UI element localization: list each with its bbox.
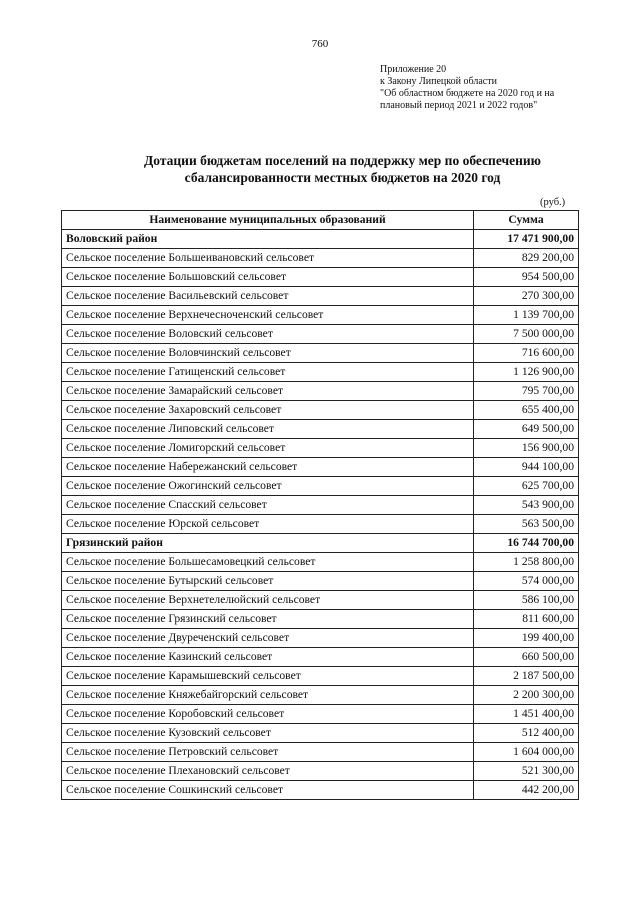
municipality-name: Грязинский район	[62, 534, 474, 553]
municipality-name: Сельское поселение Большовский сельсовет	[62, 268, 474, 287]
table-row	[62, 648, 579, 667]
table-row	[62, 686, 579, 705]
municipality-name: Сельское поселение Васильевский сельсовет	[62, 287, 474, 306]
table-row	[62, 591, 579, 610]
municipality-name: Сельское поселение Гатищенский сельсовет	[62, 363, 474, 382]
municipality-name: Сельское поселение Спасский сельсовет	[62, 496, 474, 515]
units-label: (руб.)	[540, 197, 566, 208]
appendix-line: Приложение 20	[380, 64, 447, 75]
district-row	[62, 534, 579, 553]
amount: 574 000,00	[474, 572, 579, 591]
table-row	[62, 249, 579, 268]
table-row	[62, 705, 579, 724]
amount: 625 700,00	[474, 477, 579, 496]
amount: 716 600,00	[474, 344, 579, 363]
table-row	[62, 420, 579, 439]
municipality-name: Сельское поселение Замарайский сельсовет	[62, 382, 474, 401]
amount: 270 300,00	[474, 287, 579, 306]
amount: 811 600,00	[474, 610, 579, 629]
table-row	[62, 724, 579, 743]
municipality-name: Сельское поселение Воловчинский сельсовет	[62, 344, 474, 363]
table-header-row	[62, 211, 579, 230]
amount: 795 700,00	[474, 382, 579, 401]
municipality-name: Сельское поселение Юрской сельсовет	[62, 515, 474, 534]
municipality-name: Сельское поселение Плехановский сельсовет	[62, 762, 474, 781]
table-row	[62, 610, 579, 629]
table-row	[62, 306, 579, 325]
amount: 2 187 500,00	[474, 667, 579, 686]
title-line: Дотации бюджетам поселений на поддержку мер по обеспечению	[144, 153, 541, 168]
table-row	[62, 515, 579, 534]
amount: 1 258 800,00	[474, 553, 579, 572]
municipality-name: Воловский район	[62, 230, 474, 249]
amount: 442 200,00	[474, 781, 579, 800]
municipality-name: Сельское поселение Казинский сельсовет	[62, 648, 474, 667]
municipality-name: Сельское поселение Ожогинский сельсовет	[62, 477, 474, 496]
municipality-name: Сельское поселение Двуреченский сельсовет	[62, 629, 474, 648]
table-row	[62, 477, 579, 496]
table-row	[62, 268, 579, 287]
amount: 660 500,00	[474, 648, 579, 667]
document-title	[70, 152, 615, 186]
amount: 521 300,00	[474, 762, 579, 781]
budget-table	[61, 210, 579, 800]
municipality-name: Сельское поселение Большесамовецкий сельсовет	[62, 553, 474, 572]
municipality-name: Сельское поселение Верхнетелелюйский сельсовет	[62, 591, 474, 610]
amount: 16 744 700,00	[474, 534, 579, 553]
table-row	[62, 667, 579, 686]
table-row	[62, 762, 579, 781]
municipality-name: Сельское поселение Захаровский сельсовет	[62, 401, 474, 420]
amount: 2 200 300,00	[474, 686, 579, 705]
table-row	[62, 629, 579, 648]
municipality-name: Сельское поселение Большеивановский сельсовет	[62, 249, 474, 268]
amount: 156 900,00	[474, 439, 579, 458]
municipality-name: Сельское поселение Коробовский сельсовет	[62, 705, 474, 724]
table-row	[62, 325, 579, 344]
table-row	[62, 439, 579, 458]
municipality-name: Сельское поселение Воловский сельсовет	[62, 325, 474, 344]
table-row	[62, 781, 579, 800]
municipality-name: Сельское поселение Грязинский сельсовет	[62, 610, 474, 629]
municipality-name: Сельское поселение Набережанский сельсовет	[62, 458, 474, 477]
amount: 199 400,00	[474, 629, 579, 648]
municipality-name: Сельское поселение Сошкинский сельсовет	[62, 781, 474, 800]
amount: 512 400,00	[474, 724, 579, 743]
municipality-name: Сельское поселение Карамышевский сельсовет	[62, 667, 474, 686]
appendix-line: плановый период 2021 и 2022 годов"	[380, 100, 538, 111]
municipality-name: Сельское поселение Липовский сельсовет	[62, 420, 474, 439]
municipality-name: Сельское поселение Кузовский сельсовет	[62, 724, 474, 743]
amount: 1 139 700,00	[474, 306, 579, 325]
table-row	[62, 363, 579, 382]
table-row	[62, 401, 579, 420]
table-row	[62, 344, 579, 363]
municipality-name: Сельское поселение Верхнечесноченский сельсовет	[62, 306, 474, 325]
table-row	[62, 496, 579, 515]
municipality-name: Сельское поселение Петровский сельсовет	[62, 743, 474, 762]
header-name: Наименование муниципальных образований	[62, 211, 474, 230]
amount: 17 471 900,00	[474, 230, 579, 249]
page-number: 760	[311, 38, 329, 50]
amount: 649 500,00	[474, 420, 579, 439]
appendix-note	[380, 64, 630, 112]
amount: 1 451 400,00	[474, 705, 579, 724]
table-body	[62, 230, 579, 800]
title-line: сбалансированности местных бюджетов на 2020 год	[184, 170, 501, 185]
table-row	[62, 572, 579, 591]
header-sum: Сумма	[474, 211, 579, 230]
amount: 586 100,00	[474, 591, 579, 610]
amount: 1 126 900,00	[474, 363, 579, 382]
amount: 829 200,00	[474, 249, 579, 268]
appendix-line: "Об областном бюджете на 2020 год и на	[380, 88, 555, 99]
amount: 1 604 000,00	[474, 743, 579, 762]
municipality-name: Сельское поселение Бутырский сельсовет	[62, 572, 474, 591]
table-row	[62, 287, 579, 306]
amount: 954 500,00	[474, 268, 579, 287]
municipality-name: Сельское поселение Княжебайгорский сельсовет	[62, 686, 474, 705]
municipality-name: Сельское поселение Ломигорский сельсовет	[62, 439, 474, 458]
amount: 563 500,00	[474, 515, 579, 534]
table-row	[62, 553, 579, 572]
table-row	[62, 382, 579, 401]
table-row	[62, 743, 579, 762]
table-row	[62, 458, 579, 477]
amount: 655 400,00	[474, 401, 579, 420]
amount: 543 900,00	[474, 496, 579, 515]
amount: 7 500 000,00	[474, 325, 579, 344]
appendix-line: к Закону Липецкой области	[380, 76, 497, 87]
district-row	[62, 230, 579, 249]
amount: 944 100,00	[474, 458, 579, 477]
